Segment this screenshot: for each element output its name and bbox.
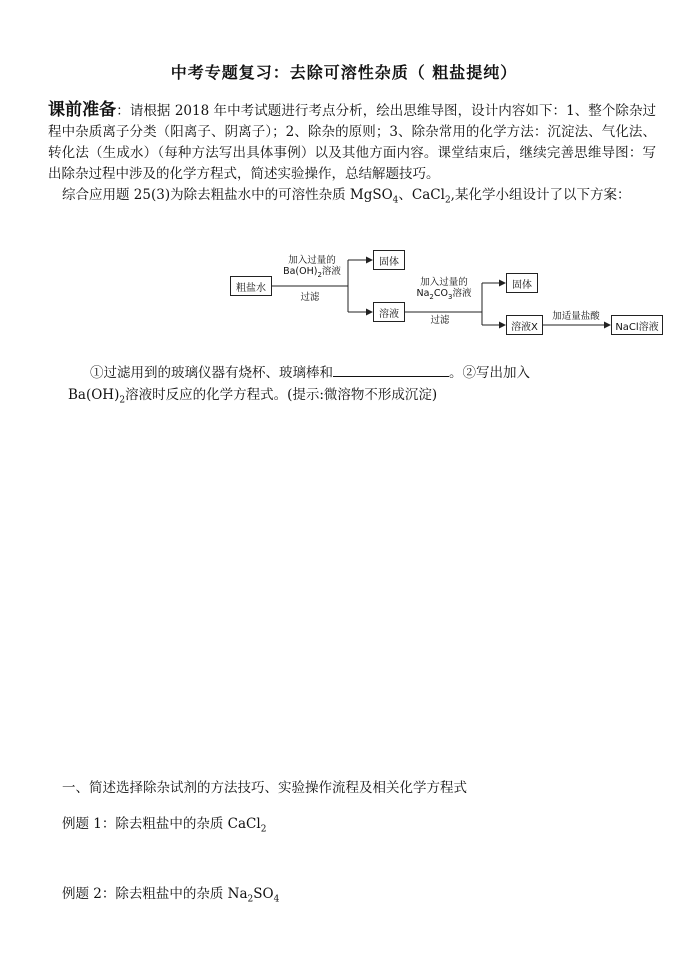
box-solution-x: 溶液X xyxy=(506,315,543,335)
answer-blank[interactable] xyxy=(333,362,449,377)
box-nacl-solution: NaCl溶液 xyxy=(611,315,663,335)
question-line-1: ①过滤用到的玻璃仪器有烧杯、玻璃棒和 。②写出加入 xyxy=(68,362,658,384)
prep-text: 请根据 2018 年中考试题进行考点分析，绘出思维导图，设计内容如下：1、整个除杂过程中杂质离子分类（阳离子、阴离子）；2、除杂的原则；3、除杂常用的化学方法：沉淀法、气化法、转化法（生成水）（每种方法写出具体事例）以及其他方面内容。课堂结束后，继续完善思维导图：写出除杂过程中涉及的化学方程式，简述实验操作，总结解题技巧。 xyxy=(48,103,657,182)
label-filter-2: 过滤 xyxy=(430,315,450,326)
box-solid-2: 固体 xyxy=(506,273,538,293)
example-2: 例题 2：除去粗盐中的杂质 $Na_2SO_4$ xyxy=(62,886,280,905)
question-block xyxy=(68,362,658,412)
label-add-hcl: 加适量盐酸 xyxy=(552,311,600,322)
question-line-2: $Ba(OH)_2$溶液时反应的化学方程式。(提示:微溶物不形成沉淀) xyxy=(68,387,438,406)
box-solid-1: 固体 xyxy=(373,250,405,270)
prep-colon: ： xyxy=(116,103,130,119)
page-title: 中考专题复习：去除可溶性杂质（ 粗盐提纯） xyxy=(170,63,518,82)
label-filter-1: 过滤 xyxy=(300,292,320,303)
example-1: 例题 1：除去粗盐中的杂质 CaCl$_2$ xyxy=(62,816,267,835)
intro-sentence: 综合应用题 25(3)为除去粗盐水中的可溶性杂质 MgSO$_4$、CaCl$_2$,某化学小组设计了以下方案： xyxy=(62,187,631,206)
section-heading-1: 一、简述选择除杂试剂的方法技巧、实验操作流程及相关化学方程式 xyxy=(62,780,467,796)
box-crude-brine: 粗盐水 xyxy=(230,276,272,296)
label-add-baoh2: 加入过量的 $Ba(OH)_2$溶液 xyxy=(283,255,341,279)
label-add-na2co3: 加入过量的 $Na_2CO_3$溶液 xyxy=(416,277,472,301)
prep-label: 课前准备 xyxy=(48,100,117,120)
box-solution-1: 溶液 xyxy=(373,302,405,322)
